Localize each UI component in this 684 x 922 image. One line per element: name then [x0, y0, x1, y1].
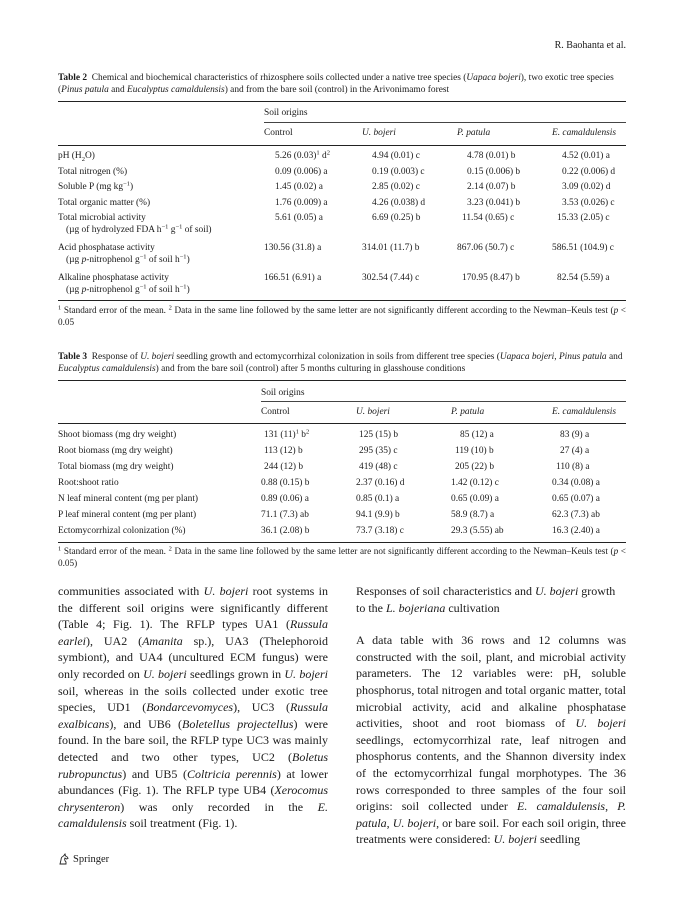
text-run: seedlings, ectomycorrhizal rate, leaf nitrogen and phosphorus contents, and the Shannon diversity index of the ectomycorrhizal fungal morphotypes. The 36 rows corresponded to three samples of the four soil origins: soil collected under [356, 732, 626, 814]
text-run: growth to the [356, 584, 616, 615]
text-run: ), and UB6 ( [109, 716, 183, 731]
text-run: root systems in the different soil origins were significantly different (Table 4; Fig. 1). The RFLP types UA1 ( [58, 584, 329, 632]
table2-header-rule [58, 145, 626, 146]
text-run: , or bare soil. For each soil origin, three treatments were considered: [356, 815, 626, 847]
table3-col-ecamaldulensis: E. camaldulensis [552, 407, 617, 417]
text-run: ) was only recorded in the [120, 799, 318, 814]
table3-bottom-rule [58, 542, 626, 543]
springer-horse-icon [58, 853, 70, 865]
left-paragraph [58, 583, 328, 832]
table3-label: Table 3 [58, 352, 88, 362]
table3-col-control: Control [261, 407, 290, 417]
text-run: E. camaldulensis [58, 799, 328, 831]
text-run: U. bojeri [534, 584, 579, 598]
table3-top-rule [58, 380, 626, 381]
publisher-name: Springer [73, 853, 110, 865]
left-column [58, 583, 328, 832]
text-run: U. bojeri [284, 666, 328, 681]
text-run: U. bojeri [493, 832, 537, 847]
section-heading [356, 583, 626, 616]
text-run: sp.), UA3 (Thelephoroid symbiont), and UA4 (uncultured ECM fungus) were only recorded on [58, 633, 329, 681]
table3-footnote: $^1$ Standard error of the mean. $^2$ Data in the same line followed by the same letter are not significantly different according to the Newman–Keuls test (p < 0.05) [58, 545, 626, 569]
table3-caption: Table 3 Response of U. bojeri seedling growth and ectomycorrhizal colonization in soils from different tree species (Uapaca bojeri, Pinus patula and Eucalyptus camaldulensis) and from the bare soil (control) after 5 months culturing in glasshouse conditions [58, 352, 623, 375]
text-run: L. bojeriana [386, 600, 446, 615]
running-head: R. Baohanta et al. [554, 40, 626, 51]
text-run: U. bojeri [203, 584, 249, 598]
table2-label: Table 2 [58, 73, 88, 83]
publisher-logo [58, 853, 109, 865]
text-run: Boletellus projectellus [182, 716, 294, 731]
text-run: , [605, 799, 618, 814]
text-run: U. bojeri [575, 716, 626, 731]
text-run: ) and UB5 ( [122, 766, 188, 781]
text-run: Coltricia perennis [187, 766, 277, 781]
table2-caption: Table 2 Chemical and biochemical characteristics of rhizosphere soils collected under a native tree species (Uapaca bojeri), two exotic tree species (Pinus patula and Eucalyptus camaldulensis) and from the bare soil (control) in the Arivonimamo forest [58, 73, 614, 96]
table2-group-rule [264, 122, 626, 123]
table2-group-header: Soil origins [264, 108, 308, 118]
text-run: ) at lower abundances (Fig. 1). The RFLP type UB4 ( [58, 766, 328, 798]
text-run: ), UC3 ( [233, 700, 290, 715]
text-run: Responses of soil characteristics and [356, 584, 535, 598]
text-run: Russula exalbicans [58, 700, 328, 731]
text-run: ) were found. In the bare soil, the RFLP type UC3 was mainly detected and two other types, UC2 ( [58, 716, 328, 764]
text-run: P. patula [356, 799, 626, 830]
text-run: soil treatment (Fig. 1). [126, 816, 238, 831]
text-run: A data table with 36 rows and 12 columns was constructed with the soil, plant, and microbial activity parameters. The 12 variables were: pH, soluble phosphorus, total nitrogen and total organic matter, total microbial activity, acid and alkaline phosphatase activities, shoot and root biomass of [356, 633, 626, 731]
text-run: Amanita [142, 633, 183, 648]
text-run: U. bojeri [392, 815, 437, 830]
table2-bottom-rule [58, 300, 626, 301]
text-run: E. camaldulensis [517, 799, 606, 814]
table3-group-header: Soil origins [261, 388, 305, 398]
table3-col-ubojeri: U. bojeri [356, 407, 390, 417]
table3-group-rule [261, 401, 626, 402]
right-paragraph [356, 632, 626, 848]
text-run: U. bojeri [143, 666, 187, 681]
table2-col-ecamaldulensis: E. camaldulensis [552, 128, 617, 138]
text-run: Xerocomus chrysenteron [58, 783, 328, 814]
text-run: Russula earlei [58, 617, 328, 648]
table2-col-ppatula: P. patula [457, 128, 491, 138]
text-run: soil, whereas in the soils collected under exotic tree species, UD1 ( [58, 683, 328, 715]
text-run: cultivation [445, 600, 500, 615]
right-column [356, 583, 626, 848]
table2-footnote: $^1$ Standard error of the mean. $^2$ Data in the same line followed by the same letter are not significantly different according to the Newman–Keuls test (p < 0.05 [58, 304, 626, 328]
text-run: seedlings grown in [186, 666, 285, 681]
text-run: Boletus rubropunctus [58, 749, 328, 781]
table2-col-control: Control [264, 128, 293, 138]
table2-col-ubojeri: U. bojeri [362, 128, 396, 138]
table2-top-rule [58, 101, 626, 102]
text-run: Bondarcevomyces [146, 700, 234, 715]
text-run: ), UA2 ( [86, 633, 143, 648]
table3-col-ppatula: P. patula [451, 407, 485, 417]
table3-header-rule [58, 423, 626, 424]
text-run: communities associated with [58, 584, 204, 598]
text-run: , [386, 815, 393, 830]
text-run: seedling [536, 832, 580, 847]
